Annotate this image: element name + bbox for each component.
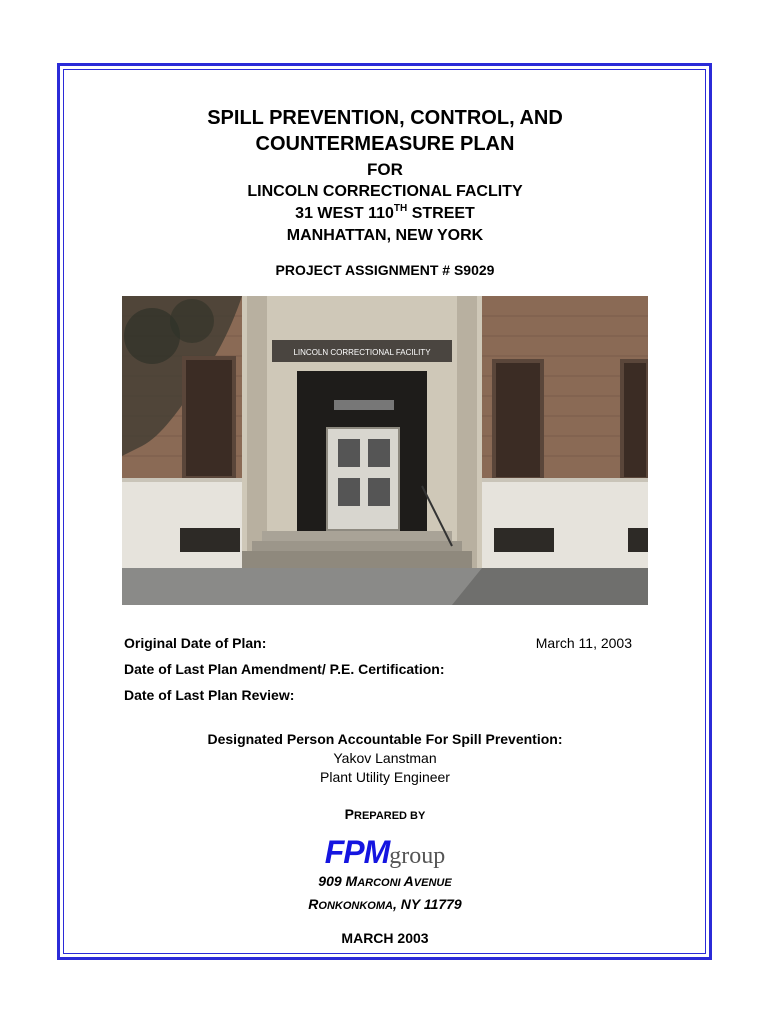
designated-person-role: Plant Utility Engineer	[320, 769, 450, 785]
city-onkonkoma: ONKONKOMA	[318, 900, 393, 912]
address-number: 31 WEST 110	[295, 205, 394, 222]
address-venue: VENUE	[413, 877, 452, 889]
fpm-logo-group: group	[389, 843, 446, 869]
address-a: A	[403, 873, 414, 889]
original-date-row	[124, 635, 644, 651]
building-photo	[122, 296, 648, 605]
city-r: R	[308, 896, 319, 912]
fpm-group-logo	[0, 834, 770, 871]
city-rest: , NY 11779	[392, 896, 462, 912]
title-line-2: COUNTERMEASURE PLAN	[255, 133, 515, 155]
address-m: M	[345, 873, 358, 889]
amendment-date-row	[124, 661, 644, 677]
title-line-1: SPILL PREVENTION, CONTROL, AND	[207, 107, 563, 129]
address-street: STREET	[411, 205, 475, 222]
designated-person-name: Yakov Lanstman	[333, 750, 437, 766]
prepared-city	[0, 896, 770, 912]
facility-address	[0, 203, 770, 225]
building-sign: LINCOLN CORRECTIONAL FACILITY	[293, 348, 431, 357]
prepared-date: MARCH 2003	[341, 930, 429, 946]
fpm-logo-text: FPM	[324, 834, 390, 870]
facility-name: LINCOLN CORRECTIONAL FACLITY	[247, 183, 523, 200]
address-arconi: ARCONI	[357, 877, 404, 889]
for-label: FOR	[367, 160, 403, 179]
original-date-value: March 11, 2003	[535, 635, 632, 651]
facility-city: MANHATTAN, NEW YORK	[286, 227, 484, 244]
prepared-by	[0, 806, 770, 822]
prepared-address	[0, 873, 770, 889]
review-date-row	[124, 687, 644, 703]
original-date-label: Original Date of Plan:	[124, 635, 267, 651]
prepared-by-rest: REPARED BY	[354, 810, 426, 822]
review-date-label: Date of Last Plan Review:	[124, 687, 295, 703]
project-assignment: PROJECT ASSIGNMENT # S9029	[275, 262, 495, 278]
designated-person-label: Designated Person Accountable For Spill Prevention:	[207, 731, 563, 747]
address-suffix: TH	[393, 203, 408, 214]
prepared-by-cap: P	[344, 806, 355, 822]
address-num: 909	[318, 873, 346, 889]
amendment-date-label: Date of Last Plan Amendment/ P.E. Certification:	[124, 661, 445, 677]
